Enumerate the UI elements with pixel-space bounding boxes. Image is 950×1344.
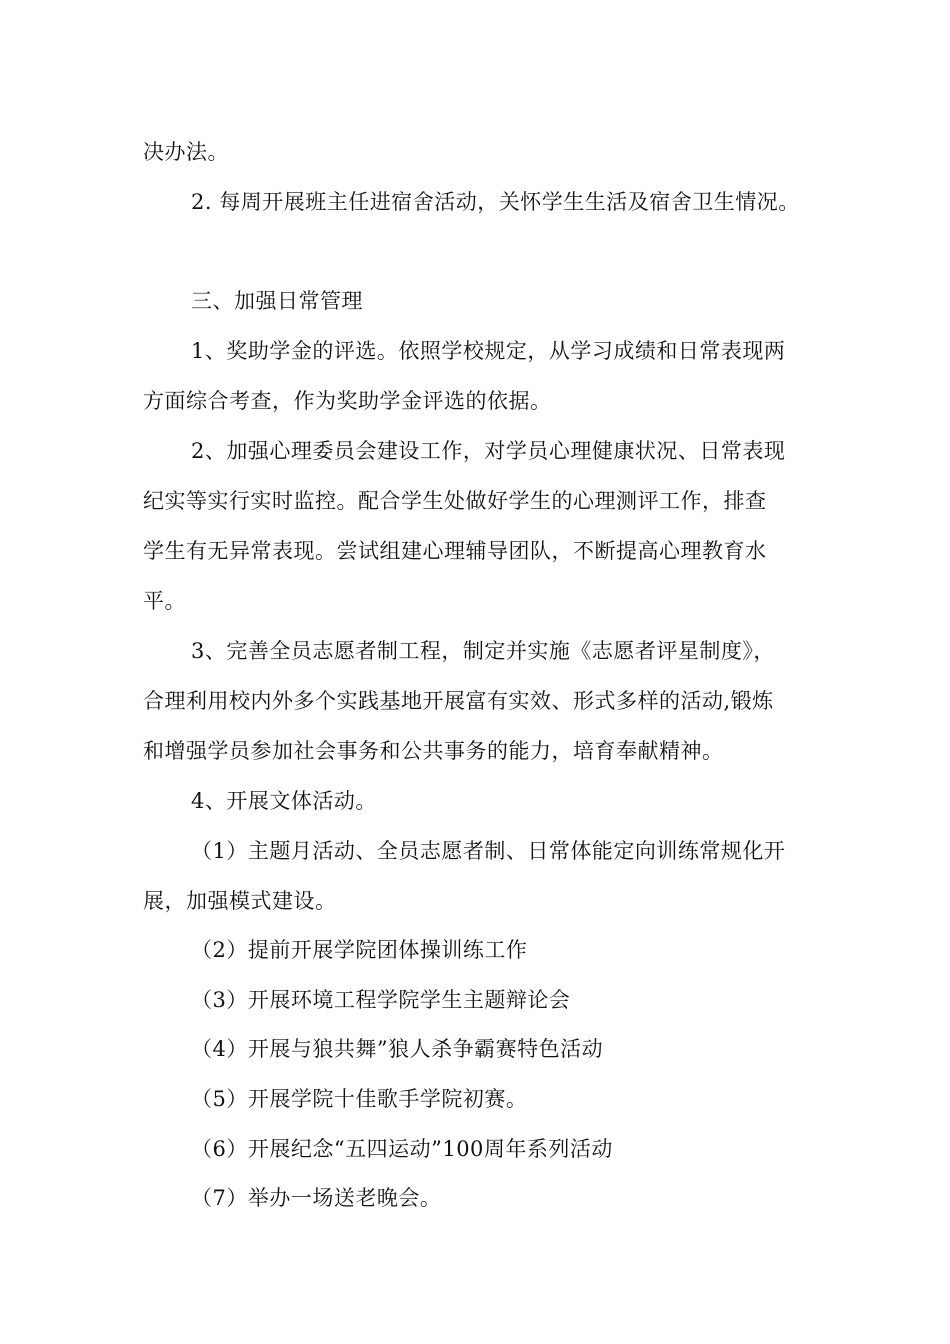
paragraph-line: 平。 [143,589,186,613]
list-item: 展，加强模式建设。 [143,889,337,913]
list-item: （2）提前开展学院团体操训练工作 [191,938,528,962]
paragraph-line: 3、完善全员志愿者制工程，制定并实施《志愿者评星制度》， [191,639,775,663]
paragraph-line: 2. 每周开展班主任进宿舍活动，关怀学生生活及宿舍卫生情况。 [191,190,800,214]
paragraph-line: 4、开展文体活动。 [191,789,377,813]
paragraph-line: 1、奖助学金的评选。依照学校规定，从学习成绩和日常表现两 [191,339,786,363]
paragraph-line: 和增强学员参加社会事务和公共事务的能力，培育奉献精神。 [143,739,724,763]
paragraph-line: 方面综合考查，作为奖助学金评选的依据。 [143,389,552,413]
paragraph-line: 纪实等实行实时监控。配合学生处做好学生的心理测评工作，排查 [143,489,767,513]
list-item: （3）开展环境工程学院学生主题辩论会 [191,988,571,1012]
paragraph-line: 决办法。 [143,140,229,164]
paragraph-line: 合理利用校内外多个实践基地开展富有实效、形式多样的活动,锻炼 [143,689,774,713]
list-item: （6）开展纪念“五四运动”100周年系列活动 [191,1137,613,1161]
section-heading: 三、加强日常管理 [191,289,363,313]
list-item: （7）举办一场送老晚会。 [191,1186,442,1210]
paragraph-line: 2、加强心理委员会建设工作，对学员心理健康状况、日常表现 [191,439,786,463]
paragraph-line: 学生有无异常表现。尝试组建心理辅导团队，不断提高心理教育水 [143,539,767,563]
list-item: （5）开展学院十佳歌手学院初赛。 [191,1087,528,1111]
list-item: （1）主题月活动、全员志愿者制、日常体能定向训练常规化开 [191,839,786,863]
list-item: （4）开展与狼共舞”狼人杀争霸赛特色活动 [191,1037,604,1061]
